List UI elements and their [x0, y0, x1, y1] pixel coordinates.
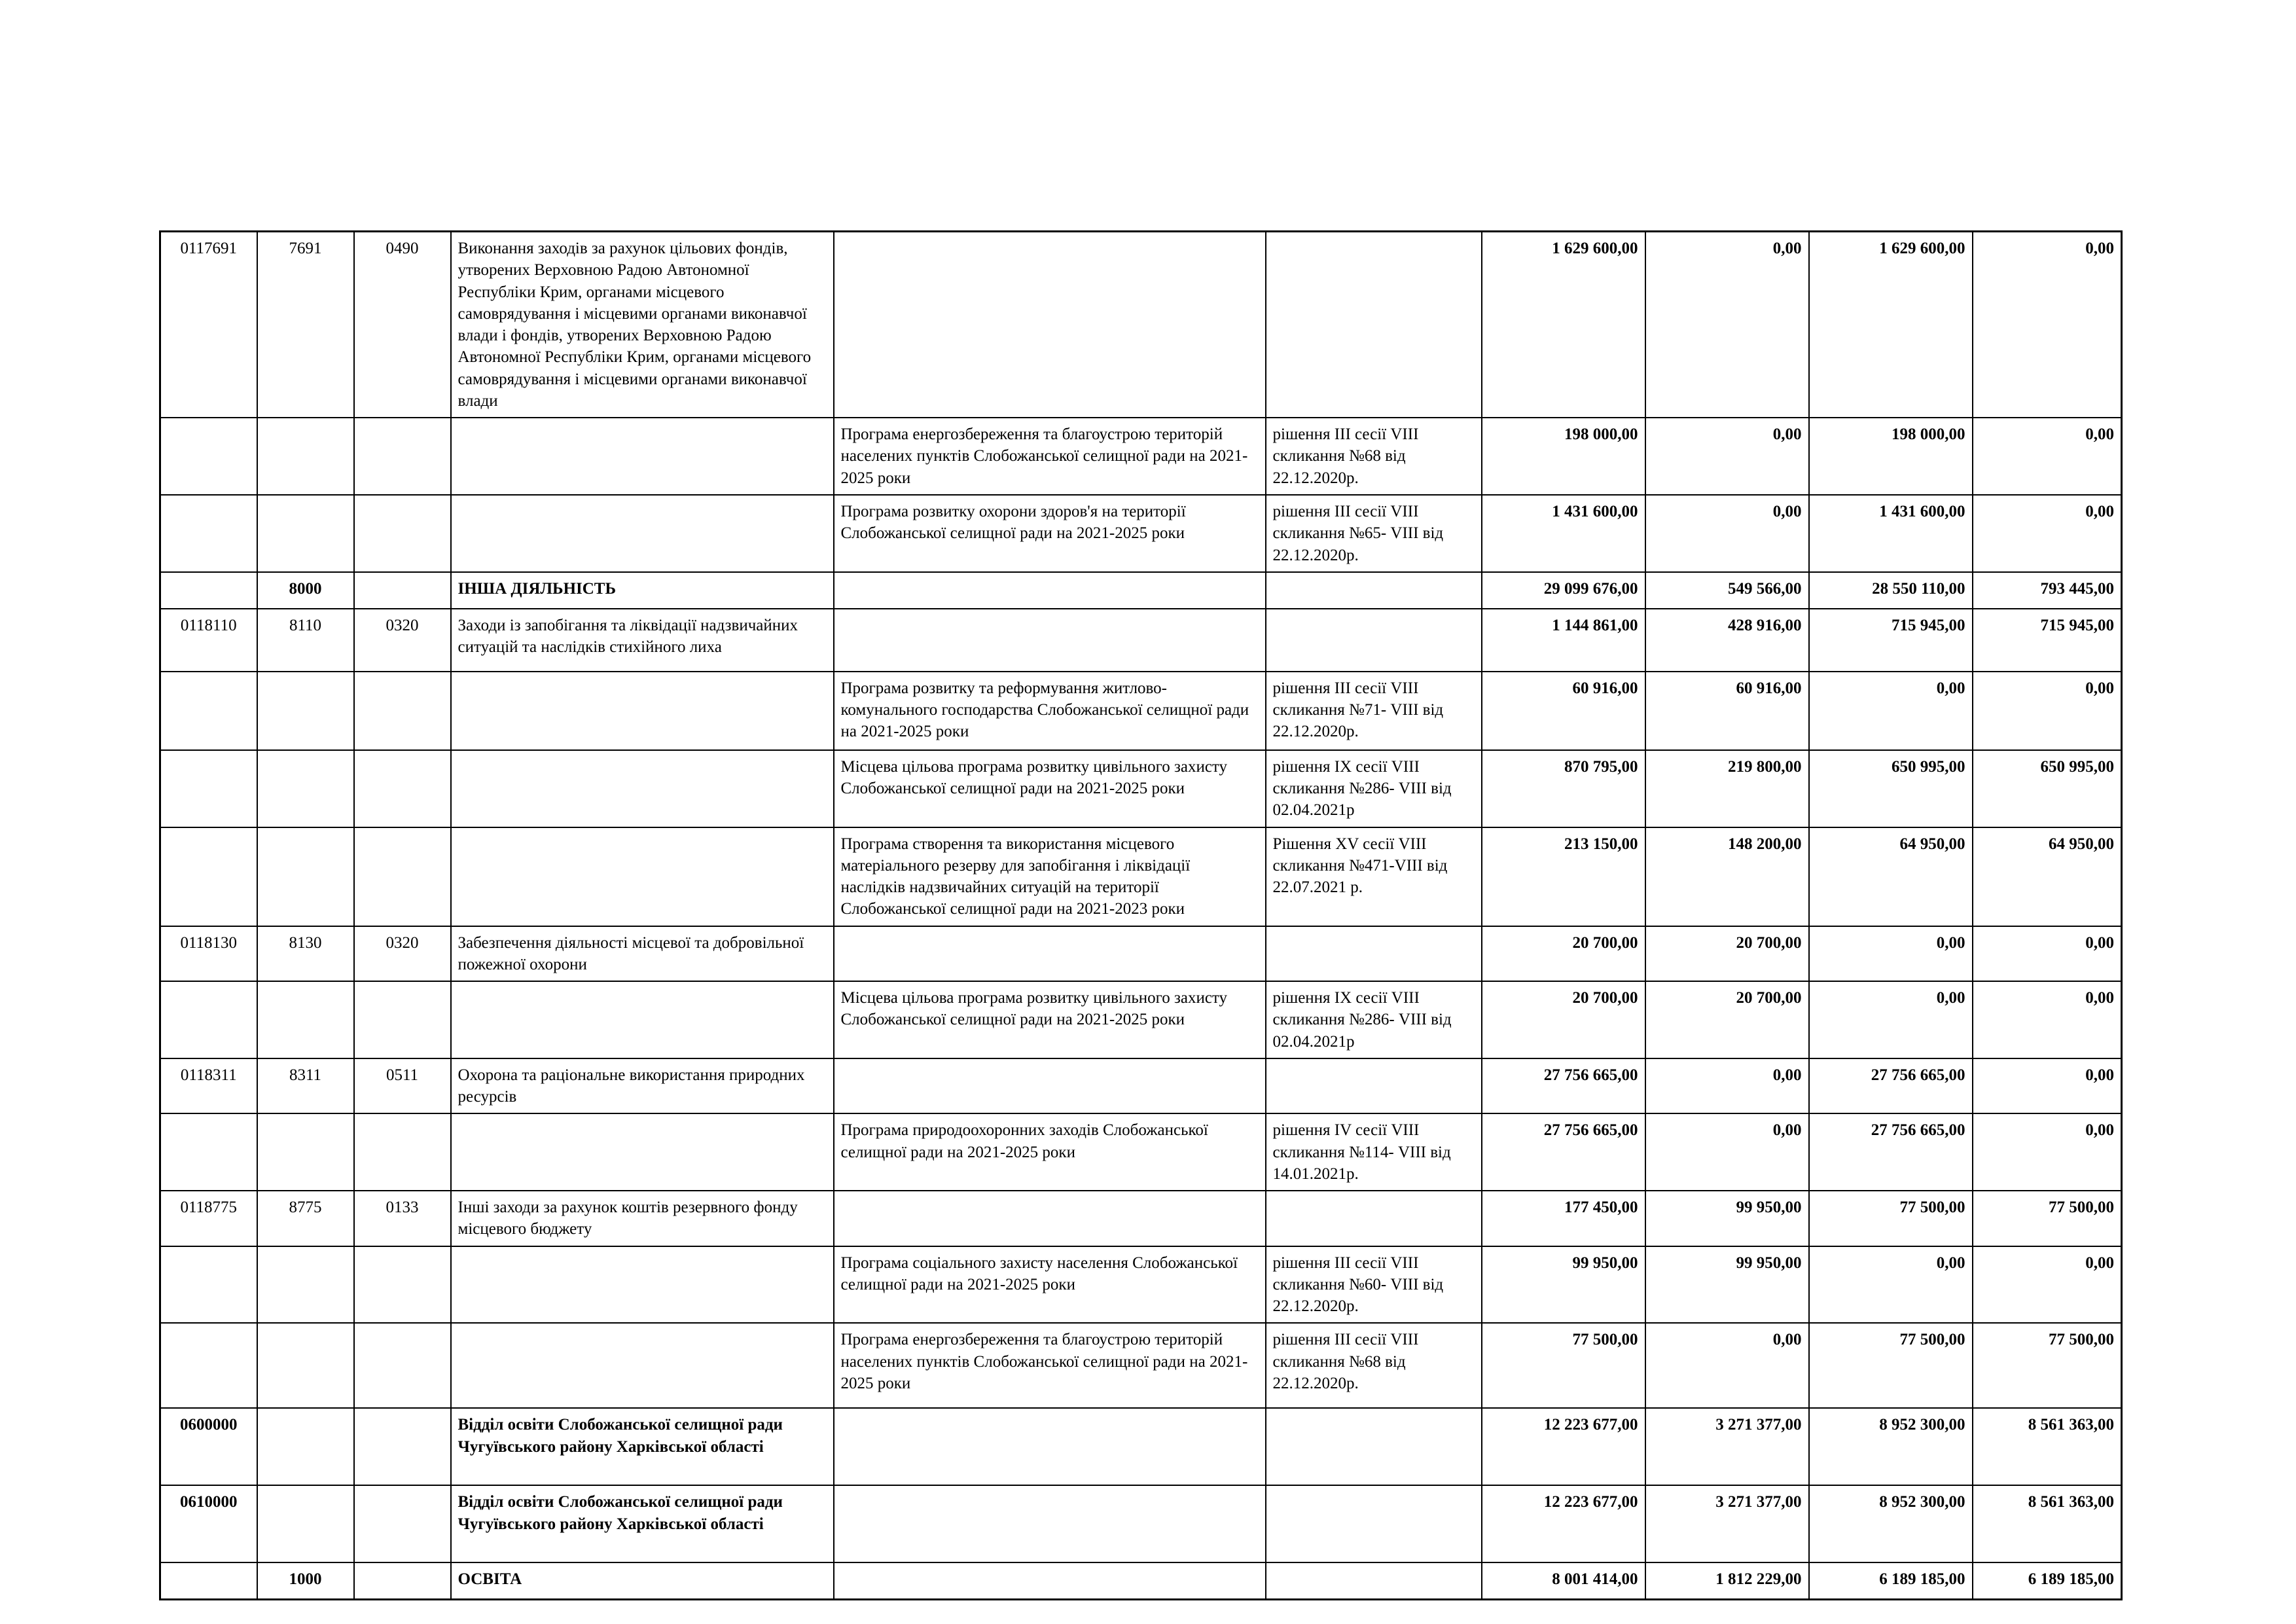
cell-name: Відділ освіти Слобожанської селищної ради Чугуївського району Харківської області	[451, 1485, 834, 1562]
cell-name: Відділ освіти Слобожанської селищної ради Чугуївського району Харківської області	[451, 1408, 834, 1485]
cell-name	[451, 1113, 834, 1191]
cell-program-title: Програма соціального захисту населення Слобожанської селищної ради на 2021-2025 роки	[834, 1246, 1266, 1324]
cell-decision: рішення III сесії VIII скликання №68 від 22.12.2020р.	[1266, 1323, 1482, 1408]
cell-code-kfk	[354, 1246, 451, 1324]
cell-general-fund: 20 700,00	[1645, 926, 1809, 982]
cell-decision: рішення IV сесії VIII скликання №114- VIII від 14.01.2021р.	[1266, 1113, 1482, 1191]
cell-code-kfk	[354, 827, 451, 926]
cell-total: 29 099 676,00	[1482, 572, 1645, 609]
cell-code-tpkvk: 8000	[257, 572, 354, 609]
cell-special-fund: 0,00	[1809, 1246, 1973, 1324]
cell-name	[451, 495, 834, 572]
cell-code-kfk	[354, 572, 451, 609]
cell-development-budget: 0,00	[1973, 1058, 2122, 1114]
cell-program-title	[834, 609, 1266, 672]
cell-special-fund: 198 000,00	[1809, 418, 1973, 495]
cell-general-fund: 60 916,00	[1645, 672, 1809, 750]
cell-total: 177 450,00	[1482, 1191, 1645, 1246]
cell-total: 12 223 677,00	[1482, 1485, 1645, 1562]
cell-total: 27 756 665,00	[1482, 1113, 1645, 1191]
cell-program-title	[834, 572, 1266, 609]
cell-total: 99 950,00	[1482, 1246, 1645, 1324]
cell-program-title: Місцева цільова програма розвитку цивільного захисту Слобожанської селищної ради на 2021-2025 роки	[834, 750, 1266, 827]
cell-code-program	[160, 572, 257, 609]
cell-code-tpkvk	[257, 1485, 354, 1562]
cell-special-fund: 64 950,00	[1809, 827, 1973, 926]
cell-decision: рішення IX сесії VIII скликання №286- VIII від 02.04.2021р	[1266, 981, 1482, 1058]
cell-special-fund: 0,00	[1809, 672, 1973, 750]
cell-code-kfk	[354, 1408, 451, 1485]
cell-code-program	[160, 1246, 257, 1324]
cell-decision	[1266, 572, 1482, 609]
cell-decision	[1266, 1485, 1482, 1562]
cell-development-budget: 6 189 185,00	[1973, 1562, 2122, 1599]
cell-code-program	[160, 495, 257, 572]
cell-general-fund: 3 271 377,00	[1645, 1485, 1809, 1562]
cell-program-title: Програма розвитку та реформування житлово-комунального господарства Слобожанської селищної ради на 2021-2025 роки	[834, 672, 1266, 750]
table-row	[160, 926, 2122, 982]
cell-general-fund: 428 916,00	[1645, 609, 1809, 672]
cell-code-kfk	[354, 1323, 451, 1408]
cell-decision	[1266, 1562, 1482, 1599]
cell-code-kfk: 0320	[354, 926, 451, 982]
cell-general-fund: 1 812 229,00	[1645, 1562, 1809, 1599]
cell-program-title	[834, 926, 1266, 982]
cell-special-fund: 8 952 300,00	[1809, 1485, 1973, 1562]
cell-code-program	[160, 1323, 257, 1408]
cell-code-tpkvk: 7691	[257, 232, 354, 418]
cell-code-kfk	[354, 1113, 451, 1191]
cell-code-tpkvk	[257, 1323, 354, 1408]
cell-program-title	[834, 1058, 1266, 1114]
cell-program-title	[834, 1191, 1266, 1246]
cell-decision	[1266, 926, 1482, 982]
cell-name: ІНША ДІЯЛЬНІСТЬ	[451, 572, 834, 609]
cell-total: 1 629 600,00	[1482, 232, 1645, 418]
cell-code-program	[160, 1562, 257, 1599]
budget-table-body	[160, 232, 2122, 1600]
cell-code-program	[160, 418, 257, 495]
table-row	[160, 750, 2122, 827]
cell-development-budget: 0,00	[1973, 926, 2122, 982]
cell-special-fund: 77 500,00	[1809, 1323, 1973, 1408]
cell-special-fund: 715 945,00	[1809, 609, 1973, 672]
cell-development-budget: 0,00	[1973, 1113, 2122, 1191]
cell-special-fund: 8 952 300,00	[1809, 1408, 1973, 1485]
cell-code-tpkvk	[257, 672, 354, 750]
cell-total: 20 700,00	[1482, 981, 1645, 1058]
cell-code-program	[160, 981, 257, 1058]
cell-code-kfk	[354, 981, 451, 1058]
cell-code-program	[160, 827, 257, 926]
cell-code-tpkvk	[257, 1408, 354, 1485]
cell-name: Інші заходи за рахунок коштів резервного фонду місцевого бюджету	[451, 1191, 834, 1246]
cell-development-budget: 0,00	[1973, 495, 2122, 572]
table-row-section	[160, 1408, 2122, 1485]
table-row	[160, 609, 2122, 672]
cell-decision: рішення III сесії VIII скликання №71- VIII від 22.12.2020р.	[1266, 672, 1482, 750]
cell-name	[451, 750, 834, 827]
cell-decision	[1266, 232, 1482, 418]
cell-development-budget: 8 561 363,00	[1973, 1485, 2122, 1562]
table-row	[160, 981, 2122, 1058]
budget-table	[159, 230, 2123, 1600]
cell-decision: Рішення XV сесії VIII скликання №471-VIII від 22.07.2021 р.	[1266, 827, 1482, 926]
cell-total: 213 150,00	[1482, 827, 1645, 926]
cell-development-budget: 0,00	[1973, 418, 2122, 495]
cell-development-budget: 0,00	[1973, 672, 2122, 750]
cell-general-fund: 219 800,00	[1645, 750, 1809, 827]
cell-name	[451, 672, 834, 750]
cell-total: 8 001 414,00	[1482, 1562, 1645, 1599]
cell-name: Охорона та раціональне використання природних ресурсів	[451, 1058, 834, 1114]
cell-special-fund: 28 550 110,00	[1809, 572, 1973, 609]
cell-code-kfk: 0320	[354, 609, 451, 672]
cell-development-budget: 77 500,00	[1973, 1323, 2122, 1408]
cell-code-program: 0118311	[160, 1058, 257, 1114]
cell-special-fund: 27 756 665,00	[1809, 1113, 1973, 1191]
cell-general-fund: 148 200,00	[1645, 827, 1809, 926]
cell-special-fund: 1 629 600,00	[1809, 232, 1973, 418]
cell-code-program: 0610000	[160, 1485, 257, 1562]
cell-code-program: 0117691	[160, 232, 257, 418]
cell-code-tpkvk: 8130	[257, 926, 354, 982]
cell-code-kfk	[354, 495, 451, 572]
cell-development-budget: 715 945,00	[1973, 609, 2122, 672]
cell-code-tpkvk	[257, 1246, 354, 1324]
cell-total: 27 756 665,00	[1482, 1058, 1645, 1114]
cell-name	[451, 418, 834, 495]
cell-code-kfk: 0133	[354, 1191, 451, 1246]
cell-name	[451, 1323, 834, 1408]
cell-development-budget: 0,00	[1973, 232, 2122, 418]
cell-code-program	[160, 672, 257, 750]
cell-name	[451, 981, 834, 1058]
cell-general-fund: 0,00	[1645, 495, 1809, 572]
cell-code-program: 0118130	[160, 926, 257, 982]
cell-special-fund: 6 189 185,00	[1809, 1562, 1973, 1599]
cell-code-tpkvk	[257, 495, 354, 572]
cell-total: 1 431 600,00	[1482, 495, 1645, 572]
cell-program-title: Програма природоохоронних заходів Слобожанської селищної ради на 2021-2025 роки	[834, 1113, 1266, 1191]
cell-program-title: Програма енергозбереження та благоустрою територій населених пунктів Слобожанської селищної ради на 2021-2025 роки	[834, 418, 1266, 495]
cell-total: 60 916,00	[1482, 672, 1645, 750]
cell-total: 870 795,00	[1482, 750, 1645, 827]
table-row	[160, 1058, 2122, 1114]
cell-decision: рішення III сесії VIII скликання №68 від 22.12.2020р.	[1266, 418, 1482, 495]
cell-development-budget: 0,00	[1973, 981, 2122, 1058]
cell-decision: рішення IX сесії VIII скликання №286- VIII від 02.04.2021р	[1266, 750, 1482, 827]
cell-code-kfk	[354, 1562, 451, 1599]
cell-development-budget: 793 445,00	[1973, 572, 2122, 609]
table-row	[160, 827, 2122, 926]
cell-general-fund: 20 700,00	[1645, 981, 1809, 1058]
cell-name: ОСВІТА	[451, 1562, 834, 1599]
table-row	[160, 418, 2122, 495]
cell-code-kfk	[354, 1485, 451, 1562]
cell-code-tpkvk	[257, 981, 354, 1058]
cell-general-fund: 549 566,00	[1645, 572, 1809, 609]
cell-general-fund: 0,00	[1645, 1113, 1809, 1191]
table-row	[160, 495, 2122, 572]
cell-program-title: Програма енергозбереження та благоустрою територій населених пунктів Слобожанської селищної ради на 2021-2025 роки	[834, 1323, 1266, 1408]
table-row	[160, 1323, 2122, 1408]
cell-program-title: Місцева цільова програма розвитку цивільного захисту Слобожанської селищної ради на 2021-2025 роки	[834, 981, 1266, 1058]
cell-total: 77 500,00	[1482, 1323, 1645, 1408]
cell-general-fund: 0,00	[1645, 1058, 1809, 1114]
cell-code-tpkvk	[257, 750, 354, 827]
cell-program-title	[834, 232, 1266, 418]
cell-general-fund: 0,00	[1645, 418, 1809, 495]
cell-program-title: Програма розвитку охорони здоров'я на території Слобожанської селищної ради на 2021-2025 роки	[834, 495, 1266, 572]
cell-development-budget: 77 500,00	[1973, 1191, 2122, 1246]
cell-decision	[1266, 1191, 1482, 1246]
cell-code-tpkvk: 8311	[257, 1058, 354, 1114]
cell-name	[451, 1246, 834, 1324]
cell-decision: рішення III сесії VIII скликання №65- VIII від 22.12.2020р.	[1266, 495, 1482, 572]
cell-special-fund: 650 995,00	[1809, 750, 1973, 827]
cell-program-title	[834, 1562, 1266, 1599]
table-row	[160, 672, 2122, 750]
cell-development-budget: 64 950,00	[1973, 827, 2122, 926]
cell-code-tpkvk: 1000	[257, 1562, 354, 1599]
cell-code-tpkvk: 8775	[257, 1191, 354, 1246]
cell-code-kfk: 0511	[354, 1058, 451, 1114]
cell-code-tpkvk	[257, 418, 354, 495]
cell-development-budget: 8 561 363,00	[1973, 1408, 2122, 1485]
cell-name	[451, 827, 834, 926]
cell-special-fund: 0,00	[1809, 926, 1973, 982]
cell-special-fund: 77 500,00	[1809, 1191, 1973, 1246]
cell-code-kfk	[354, 672, 451, 750]
cell-general-fund: 99 950,00	[1645, 1246, 1809, 1324]
table-row	[160, 1113, 2122, 1191]
cell-name: Заходи із запобігання та ліквідації надзвичайних ситуацій та наслідків стихійного лиха	[451, 609, 834, 672]
cell-code-kfk	[354, 418, 451, 495]
cell-code-program	[160, 1113, 257, 1191]
cell-total: 198 000,00	[1482, 418, 1645, 495]
cell-general-fund: 99 950,00	[1645, 1191, 1809, 1246]
cell-name: Забезпечення діяльності місцевої та добровільної пожежної охорони	[451, 926, 834, 982]
cell-code-program: 0600000	[160, 1408, 257, 1485]
cell-decision	[1266, 1058, 1482, 1114]
cell-code-tpkvk	[257, 827, 354, 926]
budget-table-wrapper	[159, 230, 2123, 1600]
table-row-section	[160, 572, 2122, 609]
cell-code-program: 0118110	[160, 609, 257, 672]
cell-general-fund: 3 271 377,00	[1645, 1408, 1809, 1485]
cell-name: Виконання заходів за рахунок цільових фондів, утворених Верховною Радою Автономної Республіки Крим, органами місцевого самоврядування і місцевими органами виконавчої влади і фондів, утворених Верховною Радою Автономної Республіки Крим, органами місцевого самоврядування і місцевими органами виконавчої влади	[451, 232, 834, 418]
table-row	[160, 1191, 2122, 1246]
cell-special-fund: 27 756 665,00	[1809, 1058, 1973, 1114]
cell-code-tpkvk	[257, 1113, 354, 1191]
cell-code-tpkvk: 8110	[257, 609, 354, 672]
cell-code-program: 0118775	[160, 1191, 257, 1246]
cell-code-kfk	[354, 750, 451, 827]
cell-special-fund: 0,00	[1809, 981, 1973, 1058]
cell-development-budget: 0,00	[1973, 1246, 2122, 1324]
table-row	[160, 232, 2122, 418]
cell-decision	[1266, 609, 1482, 672]
cell-total: 20 700,00	[1482, 926, 1645, 982]
cell-program-title: Програма створення та використання місцевого матеріального резерву для запобігання і ліквідації наслідків надзвичайних ситуацій на території Слобожанської селищної ради на 2021-2023 роки	[834, 827, 1266, 926]
cell-general-fund: 0,00	[1645, 232, 1809, 418]
table-row	[160, 1246, 2122, 1324]
cell-program-title	[834, 1485, 1266, 1562]
cell-decision	[1266, 1408, 1482, 1485]
cell-general-fund: 0,00	[1645, 1323, 1809, 1408]
cell-total: 1 144 861,00	[1482, 609, 1645, 672]
table-row-section	[160, 1562, 2122, 1599]
cell-special-fund: 1 431 600,00	[1809, 495, 1973, 572]
cell-total: 12 223 677,00	[1482, 1408, 1645, 1485]
cell-development-budget: 650 995,00	[1973, 750, 2122, 827]
cell-code-kfk: 0490	[354, 232, 451, 418]
table-row-section	[160, 1485, 2122, 1562]
cell-decision: рішення III сесії VIII скликання №60- VIII від 22.12.2020р.	[1266, 1246, 1482, 1324]
cell-code-program	[160, 750, 257, 827]
cell-program-title	[834, 1408, 1266, 1485]
